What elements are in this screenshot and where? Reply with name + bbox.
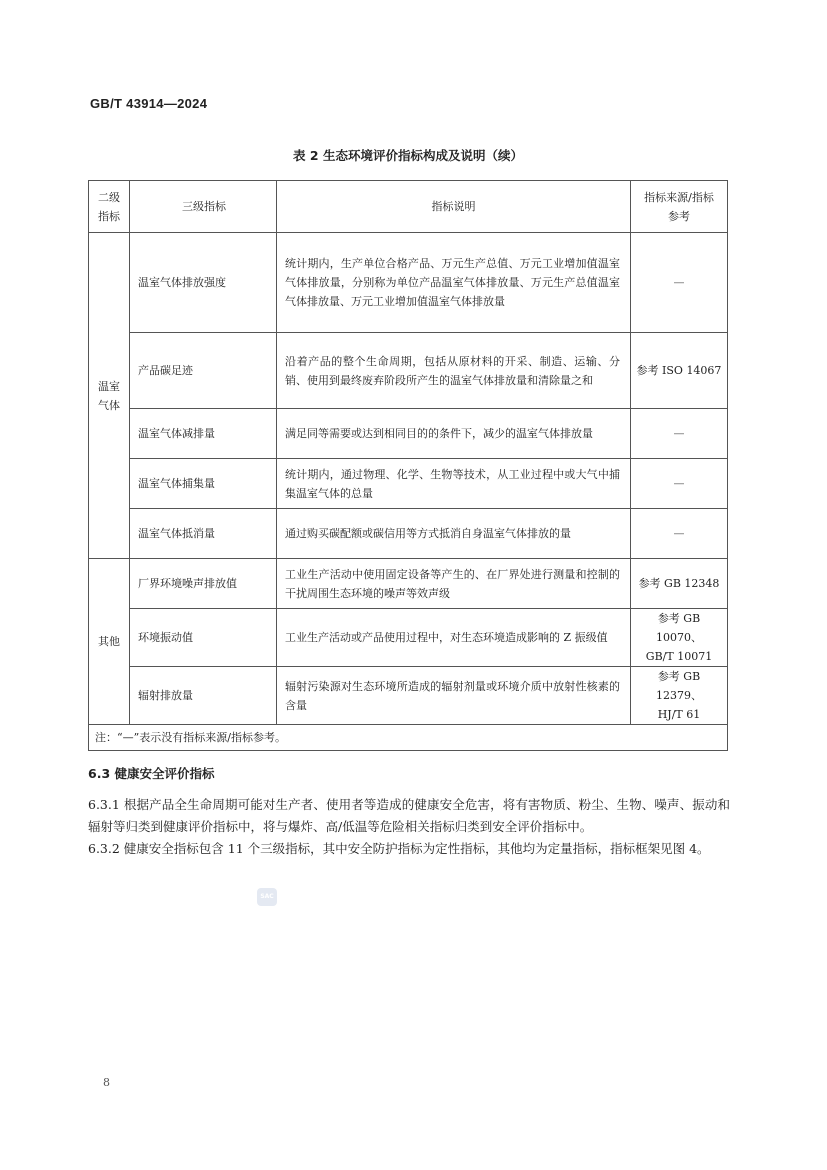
indicator-name: 温室气体捕集量 xyxy=(130,459,277,509)
table-row xyxy=(89,559,728,609)
indicator-ref: — xyxy=(631,409,728,459)
page-number: 8 xyxy=(103,1076,110,1089)
table-header-row xyxy=(89,181,728,233)
indicator-desc: 沿着产品的整个生命周期，包括从原材料的开采、制造、运输、分销、使用到最终废弃阶段所产生的温室气体排放量和清除量之和 xyxy=(277,333,631,409)
indicator-ref: — xyxy=(631,509,728,559)
indicator-name: 环境振动值 xyxy=(130,609,277,667)
header-level3: 三级指标 xyxy=(130,181,277,233)
indicator-name: 温室气体抵消量 xyxy=(130,509,277,559)
group-cell-ghg: 温室 气体 xyxy=(89,233,130,559)
section-heading: 6.3 健康安全评价指标 xyxy=(88,766,215,781)
table-row xyxy=(89,667,728,725)
indicator-ref: 参考 GB 12379、 HJ/T 61 xyxy=(631,667,728,725)
indicator-ref: — xyxy=(631,459,728,509)
indicator-desc: 工业生产活动中使用固定设备等产生的、在厂界处进行测量和控制的干扰周围生态环境的噪声等效声级 xyxy=(277,559,631,609)
indicator-table xyxy=(88,180,728,751)
table-row xyxy=(89,233,728,333)
table-row xyxy=(89,333,728,409)
paragraph-6-3-1: 6.3.1 根据产品全生命周期可能对生产者、使用者等造成的健康安全危害，将有害物质、粉尘、生物、噪声、振动和辐射等归类到健康评价指标中，将与爆炸、高/低温等危险相关指标归类到安全评价指标中。 xyxy=(88,797,730,834)
indicator-desc: 工业生产活动或产品使用过程中，对生态环境造成影响的 Z 振级值 xyxy=(277,609,631,667)
table-caption: 表 2 生态环境评价指标构成及说明（续） xyxy=(293,148,523,163)
indicator-desc: 统计期内，生产单位合格产品、万元生产总值、万元工业增加值温室气体排放量，分别称为单位产品温室气体排放量、万元生产总值温室气体排放量、万元工业增加值温室气体排放量 xyxy=(277,233,631,333)
header-level2: 二级 指标 xyxy=(89,181,130,233)
table-row xyxy=(89,459,728,509)
header-source: 指标来源/指标 参考 xyxy=(631,181,728,233)
table-row xyxy=(89,609,728,667)
indicator-ref: 参考 GB 10070、 GB/T 10071 xyxy=(631,609,728,667)
indicator-name: 厂界环境噪声排放值 xyxy=(130,559,277,609)
indicator-name: 温室气体排放强度 xyxy=(130,233,277,333)
indicator-desc: 统计期内，通过物理、化学、生物等技术，从工业过程中或大气中捕集温室气体的总量 xyxy=(277,459,631,509)
table-note-row xyxy=(89,725,728,751)
table-row xyxy=(89,409,728,459)
table-row xyxy=(89,509,728,559)
indicator-name: 温室气体减排量 xyxy=(130,409,277,459)
indicator-desc: 满足同等需要或达到相同目的的条件下，减少的温室气体排放量 xyxy=(277,409,631,459)
indicator-ref: 参考 GB 12348 xyxy=(631,559,728,609)
indicator-ref: 参考 ISO 14067 xyxy=(631,333,728,409)
indicator-ref: — xyxy=(631,233,728,333)
indicator-name: 产品碳足迹 xyxy=(130,333,277,409)
paragraph-6-3-2: 6.3.2 健康安全指标包含 11 个三级指标，其中安全防护指标为定性指标，其他均为定量指标，指标框架见图 4。 xyxy=(88,841,710,856)
table-note: 注：“—”表示没有指标来源/指标参考。 xyxy=(89,725,728,751)
indicator-desc: 通过购买碳配额或碳信用等方式抵消自身温室气体排放的量 xyxy=(277,509,631,559)
indicator-desc: 辐射污染源对生态环境所造成的辐射剂量或环境介质中放射性核素的含量 xyxy=(277,667,631,725)
sac-watermark: SAC xyxy=(257,888,277,906)
indicator-name: 辐射排放量 xyxy=(130,667,277,725)
group-cell-other: 其他 xyxy=(89,559,130,725)
header-description: 指标说明 xyxy=(277,181,631,233)
standard-number: GB/T 43914—2024 xyxy=(90,96,208,111)
